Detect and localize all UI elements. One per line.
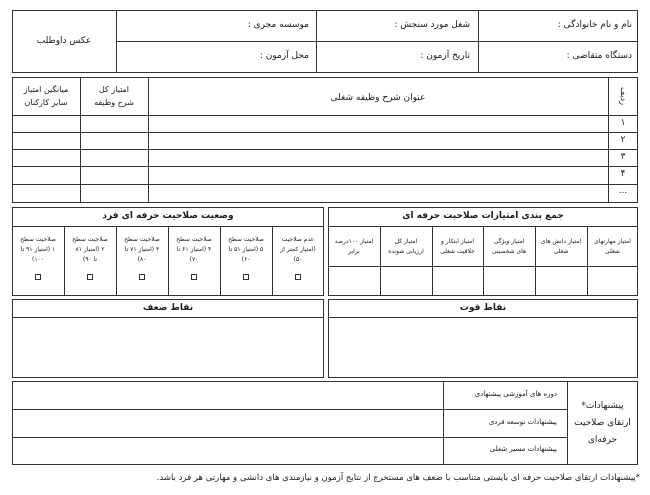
status-checkbox-level1[interactable] xyxy=(35,274,41,280)
org-label: دستگاه متقاضی : xyxy=(566,51,632,61)
status-checkbox-level3[interactable] xyxy=(139,274,145,280)
summary-col-total-2: ارزیابی شونده xyxy=(388,248,424,255)
summary-title: جمع بندی امتیازات صلاحیت حرفه ای xyxy=(402,211,564,221)
suggestions-title-2: ارتقای صلاحیت xyxy=(574,418,631,428)
duty-total-header-1: امتیاز کل xyxy=(98,85,130,94)
status-col-level2-2: ۲ (امتیاز ۸۱ xyxy=(75,246,105,253)
footnote: *پیشنهادات ارتقای صلاحیت حرفه ای بایستی متناسب با ضعف های مستخرج از نتایج آزمون و نیازمندی های دانشی و مهارتی هر فرد باشد. xyxy=(156,473,640,483)
status-checkbox-none[interactable] xyxy=(295,274,301,280)
row-number-1: ۱ xyxy=(620,118,626,128)
strengths-divider xyxy=(328,317,638,318)
duty-title-header: عنوان شرح وظیفه شغلی xyxy=(330,93,426,103)
status-title: وضعیت صلاحیت حرفه ای فرد xyxy=(102,211,234,221)
row-number-2: ۲ xyxy=(620,135,626,145)
avg-score-header-1: میانگین امتیاز xyxy=(23,85,69,94)
status-col-level1-1: صلاحیت سطح xyxy=(20,236,56,243)
institute-label: موسسه مجری : xyxy=(247,20,309,30)
status-col-none-1: عدم صلاحیت xyxy=(281,236,315,243)
suggestion-training-field[interactable] xyxy=(13,382,442,408)
row-number-header: ردیف xyxy=(619,87,628,105)
header-vline-2 xyxy=(316,10,317,73)
row-number-3: ۳ xyxy=(620,152,626,162)
status-col-level3-1: صلاحیت سطح xyxy=(124,236,160,243)
summary-vline-1 xyxy=(587,226,588,296)
summary-vline-2 xyxy=(535,226,536,296)
status-col-level5-2: ۵ (امتیاز ۵۱ تا xyxy=(228,246,264,253)
summary-col-skills-2: شغلی xyxy=(605,248,620,255)
row-number-5: ... xyxy=(618,186,628,196)
summary-col-total-1: امتیاز کل xyxy=(394,238,418,245)
summary-vline-3 xyxy=(483,226,484,296)
status-col-level4-3: ۷۰) xyxy=(189,256,199,263)
duties-hline-2 xyxy=(12,132,638,133)
weaknesses-label: نقاط ضعف xyxy=(142,303,194,313)
status-col-level1-3: ۱۰۰) xyxy=(31,256,44,263)
summary-hline xyxy=(328,266,638,267)
summary-col-creativity-1: امتیاز ابتکار و xyxy=(440,238,475,245)
suggestion-personal-field[interactable] xyxy=(13,410,442,436)
status-col-level4-2: ۴ (امتیاز ۶۱ تا xyxy=(176,246,212,253)
suggestion-personal-label: پیشنهادات توسعه فردی xyxy=(488,418,557,426)
status-col-level5-3: ۶۰) xyxy=(241,256,251,263)
place-label: محل آزمون : xyxy=(259,51,309,61)
summary-col-knowledge-1: امتیاز دانش های xyxy=(540,238,582,245)
summary-col-creativity-2: خلاقیت شغلی xyxy=(440,248,475,255)
summary-col-percent-2: برابر xyxy=(348,248,360,255)
name-label: نام و نام خانوادگی : xyxy=(557,20,632,30)
strengths-label: نقاط قوت xyxy=(459,303,507,313)
status-col-none-2: (امتیاز کمتر از xyxy=(280,246,316,253)
status-checkbox-level2[interactable] xyxy=(87,274,93,280)
suggestions-title-3: حرفه‌ای xyxy=(587,435,618,445)
weaknesses-divider xyxy=(12,317,324,318)
duties-hline-3 xyxy=(12,149,638,150)
photo-label: عکس داوطلب xyxy=(36,36,92,46)
summary-col-personality-1: امتیاز ویژگی xyxy=(493,238,525,245)
status-col-level2-1: صلاحیت سطح xyxy=(72,236,108,243)
duties-hline-5 xyxy=(12,184,638,185)
row-number-4: ۴ xyxy=(620,169,626,179)
summary-col-personality-2: های شخصیتی xyxy=(491,248,527,255)
date-label: تاریخ آزمون : xyxy=(420,51,470,61)
header-divider xyxy=(116,41,638,42)
status-col-level1-2: ۱ (امتیاز ۹۱ تا xyxy=(20,246,56,253)
status-col-none-3: ۵۰) xyxy=(293,256,303,263)
suggestion-career-label: پیشنهادات مسیر شغلی xyxy=(489,445,557,453)
summary-col-percent-1: امتیاز ۱۰۰درصد xyxy=(334,238,374,245)
avg-score-header-2: سایر کارکنان xyxy=(24,98,68,107)
status-col-level2-3: تا ۹۰) xyxy=(82,256,98,263)
header-vline-1 xyxy=(116,10,117,73)
status-col-level5-1: صلاحیت سطح xyxy=(228,236,264,243)
job-label: شغل مورد سنجش : xyxy=(394,20,470,30)
header-vline-3 xyxy=(478,10,479,73)
duties-hline-4 xyxy=(12,166,638,167)
status-col-level4-1: صلاحیت سطح xyxy=(176,236,212,243)
suggestion-career-field[interactable] xyxy=(13,438,442,464)
summary-col-skills-1: امتیاز مهارتهای xyxy=(594,238,631,245)
summary-vline-4 xyxy=(432,226,433,296)
suggestion-training-label: دوره های آموزشی پیشنهادی xyxy=(474,390,557,398)
status-checkbox-level5[interactable] xyxy=(243,274,249,280)
status-checkbox-level4[interactable] xyxy=(191,274,197,280)
duties-hline-1 xyxy=(12,115,638,116)
summary-vline-5 xyxy=(380,226,381,296)
suggestions-title-1: پیشنهادات* xyxy=(581,401,624,411)
status-col-level3-2: ۳ (امتیاز ۷۱ تا xyxy=(124,246,160,253)
duty-total-header-2: شرح وظیفه xyxy=(94,98,134,107)
status-col-level3-3: ۸۰) xyxy=(137,256,147,263)
suggestions-vline-label xyxy=(443,381,444,465)
summary-col-knowledge-2: شغلی xyxy=(553,248,569,255)
